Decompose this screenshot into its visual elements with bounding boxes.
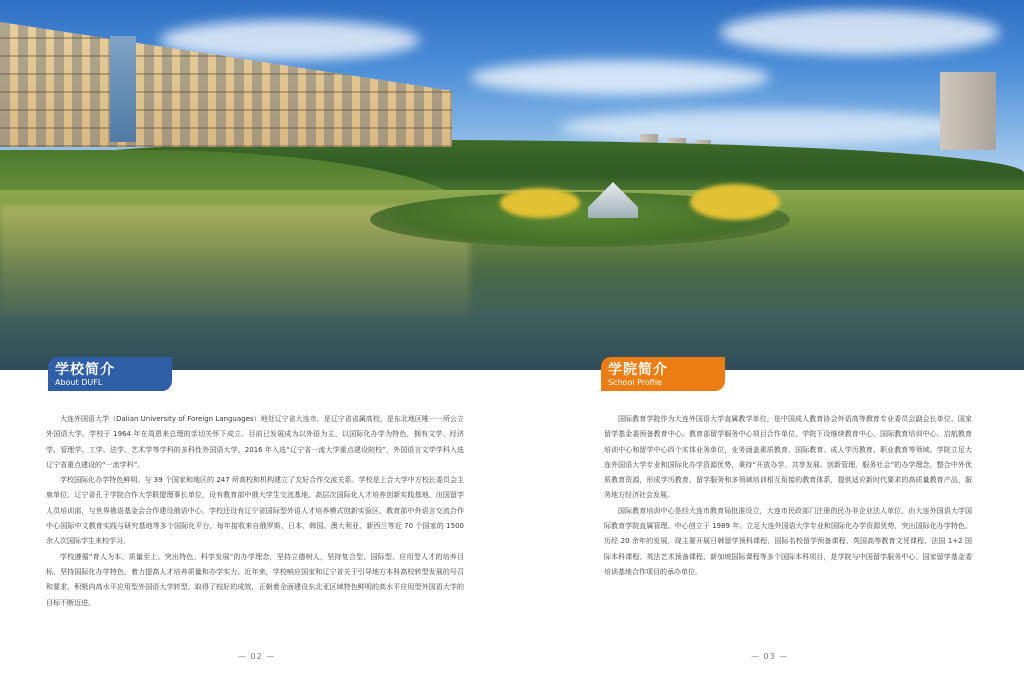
about-dufl-body: [46, 412, 464, 611]
paragraph: 大连外国语大学（Dalian University of Foreign Languages）地处辽宁省大连市，是辽宁省省属高校，是东北地区唯一一所公立外国语大学。学校于 1964 年在周恩来总理的亲切关怀下成立。目前已发展成为以外语为主、以国际化办学为特色，拥有文学、经济学、管理学、工学、法学、艺术学等学科的多科性外国语大学。2016 年入选“辽宁省一流大学重点建设院校”，外国语言文学学科入选辽宁省重点建设的“一流学科”。: [46, 415, 464, 469]
distant-tower: [940, 72, 996, 150]
flower-bush: [500, 188, 580, 218]
paragraph: 学校国际化办学特色鲜明。与 39 个国家和地区的 247 所高校和机构建立了友好合作交流关系。学校是上合大学中方校长委员会主席单位、辽宁省孔子学院合作大学联盟理事长单位，设有教育部中俄大学生交流基地、高层次国际化人才培养创新实践基地、出国留学人员培训部，与世界俄语基金会合作建设俄语中心。学校还设有辽宁省国际型外语人才培养模式创新实验区、教育部中外语言交流合作中心国际中文教育实践与研究基地等多个国际化平台，每年接收来自俄罗斯、日本、韩国、澳大利亚、新西兰等近 70 个国家的 1500 余人次国际学生来校学习。: [46, 476, 464, 546]
section-subtitle: About DUFL: [55, 378, 103, 387]
section-title: 学校简介: [55, 362, 115, 378]
flower-bush: [690, 184, 780, 220]
page-number: — 03 —: [751, 652, 789, 661]
cloud: [720, 10, 1000, 55]
cloud: [560, 110, 980, 145]
page-number: — 02 —: [238, 652, 276, 661]
section-title: 学院简介: [608, 362, 668, 378]
cloud: [470, 60, 770, 95]
building-glass-facade: [110, 36, 136, 142]
paragraph: 学校遵循“育人为本、质量至上、突出特色、科学发展”的办学理念，坚持立德树人，坚持复合型、国际型、应用型人才的培养目标，坚持国际化办学特色，着力提高人才培养质量和办学实力。近年来，学校响应国家和辽宁省关于引导地方本科高校转型发展的号召和要求，积极向高水平应用型外国语大学转型，取得了较好的成效，正朝着全面建设东北亚区域特色鲜明的高水平应用型外国语大学的目标不断迈进。: [46, 552, 464, 607]
section-tag-school-profile: [601, 357, 725, 391]
section-subtitle: School Profile: [608, 378, 662, 387]
section-tag-about-dufl: [48, 357, 172, 391]
school-profile-body: [604, 412, 972, 580]
paragraph: 国际教育培训中心是经大连市教育局批准设立，大连市民政部门注册的民办非企业法人单位，由大连外国语大学国际教育学院直属管理。中心创立于 1989 年。立足大连外国语大学专业和国际化办学资源优势，突出国际化办学特色。历经 20 余年的发展，现主要开展日韩留学预科课程、国际名校留学预备课程、英国高等教育文凭课程、法国 1+2 国际本科课程、英法艺术预备课程、新加坡国际课程等多个国际本科项目，是学院与中国留学服务中心、国家留学基金委培训基地合作项目的承办单位。: [604, 506, 972, 576]
paragraph: 国际教育学院作为大连外国语大学直属教学单位，是中国成人教育协会外语高等教育专业委员会副会长单位、国家留学基金委预备教育中心、教育部留学服务中心项目合作单位。学院下设继续教育中心、国际教育培训中心、启航教育培训中心和留学中心四个实体业务单位，业务涵盖素质教育、国际教育、成人学历教育、职业教育等领域。学院立足大连外国语大学专业和国际化办学资源优势，秉持“开放办学、共享发展、创新管理、服务社会”的办学理念，整合中外优质教育资源，形成学历教育、留学服务和多领域培训相互衔接的教育体系，提供适应新时代要求的高质量教育产品，服务地方经济社会发展。: [604, 415, 972, 500]
